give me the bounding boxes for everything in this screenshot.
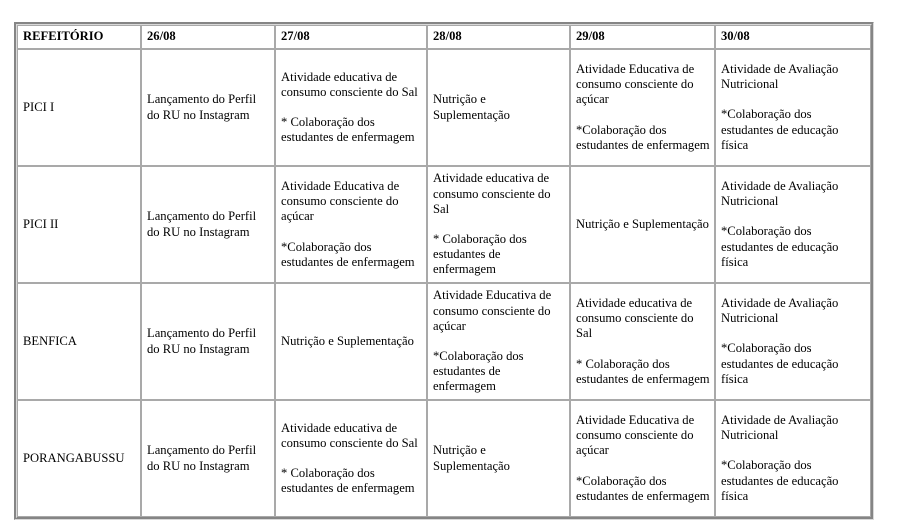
column-header-refeitorio: REFEITÓRIO <box>17 25 141 49</box>
activity-note: *Colaboração dos estudantes de enfermagem <box>576 122 710 152</box>
schedule-cell <box>275 400 427 517</box>
schedule-cell <box>715 49 871 166</box>
activity-text: Atividade de Avaliação Nutricional <box>721 412 839 443</box>
hall-name-label: PICI II <box>23 216 59 231</box>
activity-text: Nutrição e Suplementação <box>576 216 709 231</box>
activity-note: * Colaboração dos estudantes de enfermagem <box>576 356 710 386</box>
activity-text: Lançamento do Perfil do RU no Instagram <box>147 443 257 473</box>
activity-text: Atividade Educativa de consumo consciente do açúcar <box>281 178 400 224</box>
schedule-cell <box>275 283 427 400</box>
table-header-row <box>17 25 871 49</box>
schedule-cell <box>570 49 715 166</box>
activity-text: Atividade educativa de consumo consciente do Sal <box>576 295 694 341</box>
column-header-date-2: 27/08 <box>275 25 427 49</box>
table-body <box>17 25 871 517</box>
schedule-cell <box>275 49 427 166</box>
row-header-hall <box>17 400 141 517</box>
activity-text: Atividade de Avaliação Nutricional <box>721 295 839 326</box>
row-header-hall <box>17 166 141 283</box>
column-header-date-5: 30/08 <box>715 25 871 49</box>
schedule-cell <box>141 49 275 166</box>
schedule-cell <box>427 166 570 283</box>
activity-note: *Colaboração dos estudantes de enfermagem <box>433 349 524 394</box>
table-row <box>17 400 871 517</box>
schedule-cell <box>427 283 570 400</box>
activity-note: *Colaboração dos estudantes de educação física <box>721 458 839 503</box>
activity-text: Lançamento do Perfil do RU no Instagram <box>147 92 257 122</box>
schedule-cell <box>141 166 275 283</box>
column-header-date-4: 29/08 <box>570 25 715 49</box>
hall-name-label: BENFICA <box>23 333 77 348</box>
activity-text: Nutrição e Suplementação <box>433 92 510 122</box>
activity-text: Atividade educativa de consumo consciente do Sal <box>433 171 551 216</box>
activity-note: * Colaboração dos estudantes de enfermagem <box>281 466 415 496</box>
activity-text: Atividade Educativa de consumo consciente do açúcar <box>433 288 552 333</box>
activity-note: *Colaboração dos estudantes de educação física <box>721 107 839 152</box>
activity-note: *Colaboração dos estudantes de enfermagem <box>281 239 415 269</box>
activity-note: *Colaboração dos estudantes de enfermagem <box>576 473 710 503</box>
column-header-date-3: 28/08 <box>427 25 570 49</box>
activity-text: Nutrição e Suplementação <box>433 443 510 473</box>
row-header-hall <box>17 283 141 400</box>
activity-note: *Colaboração dos estudantes de educação física <box>721 224 839 269</box>
table-row <box>17 283 871 400</box>
schedule-cell <box>715 400 871 517</box>
schedule-cell <box>275 166 427 283</box>
schedule-table-container <box>14 22 868 520</box>
row-header-hall <box>17 49 141 166</box>
activity-text: Atividade de Avaliação Nutricional <box>721 178 839 209</box>
schedule-cell <box>427 49 570 166</box>
activity-text: Atividade educativa de consumo consciente do Sal <box>281 69 418 99</box>
activity-text: Lançamento do Perfil do RU no Instagram <box>147 326 257 356</box>
schedule-cell <box>427 400 570 517</box>
schedule-cell <box>715 166 871 283</box>
activity-note: *Colaboração dos estudantes de educação física <box>721 341 839 386</box>
column-header-date-1: 26/08 <box>141 25 275 49</box>
activity-text: Lançamento do Perfil do RU no Instagram <box>147 209 257 239</box>
schedule-cell <box>715 283 871 400</box>
activity-text: Atividade educativa de consumo consciente do Sal <box>281 420 418 450</box>
weekly-activity-schedule-table <box>14 22 874 520</box>
hall-name-label: PICI I <box>23 99 55 114</box>
activity-text: Atividade de Avaliação Nutricional <box>721 61 839 92</box>
schedule-cell <box>570 400 715 517</box>
activity-text: Atividade Educativa de consumo consciente do açúcar <box>576 412 695 458</box>
table-row <box>17 49 871 166</box>
activity-text: Atividade Educativa de consumo consciente do açúcar <box>576 61 695 107</box>
hall-name-label: PORANGABUSSU <box>23 450 125 465</box>
activity-text: Nutrição e Suplementação <box>281 333 414 348</box>
activity-note: * Colaboração dos estudantes de enfermagem <box>281 115 415 145</box>
schedule-cell <box>141 400 275 517</box>
activity-note: * Colaboração dos estudantes de enfermagem <box>433 232 527 277</box>
schedule-cell <box>141 283 275 400</box>
schedule-cell <box>570 166 715 283</box>
schedule-cell <box>570 283 715 400</box>
table-row <box>17 166 871 283</box>
